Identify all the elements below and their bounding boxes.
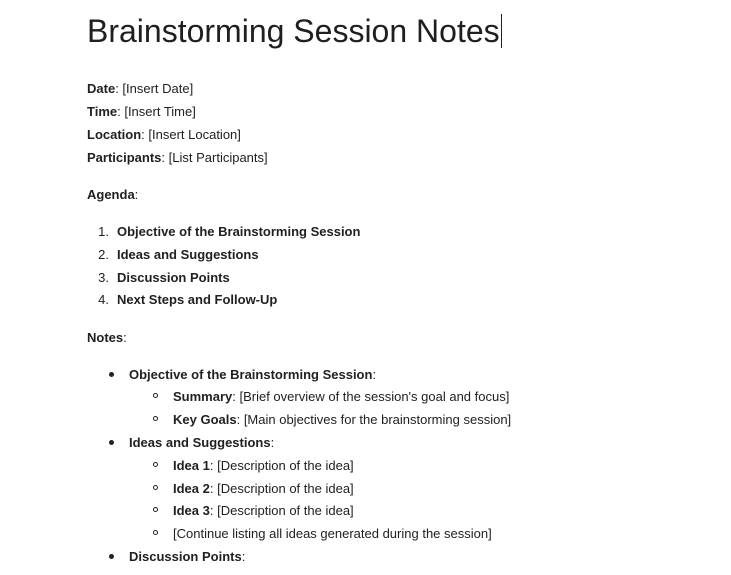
notes-section-title[interactable]: Discussion Points:: [129, 549, 246, 564]
agenda-item[interactable]: 2. Ideas and Suggestions: [98, 247, 259, 262]
bullet-disc-icon: [109, 440, 114, 445]
bullet-circle-icon: [153, 507, 158, 512]
notes-item[interactable]: Idea 1: [Description of the idea]: [173, 458, 354, 473]
meta-value: : [Insert Location]: [141, 127, 241, 142]
notes-section-title[interactable]: Ideas and Suggestions:: [129, 435, 275, 450]
agenda-item[interactable]: 1. Objective of the Brainstorming Session: [98, 224, 361, 239]
meta-date[interactable]: [87, 80, 193, 98]
notes-item[interactable]: [Continue listing all ideas generated during the session]: [173, 526, 492, 541]
bullet-circle-icon: [153, 416, 158, 421]
bullet-circle-icon: [153, 485, 158, 490]
bullet-disc-icon: [109, 372, 114, 377]
meta-participants[interactable]: [87, 149, 268, 167]
document-page[interactable]: [87, 0, 731, 575]
meta-value: : [Insert Time]: [117, 104, 196, 119]
meta-value: : [Insert Date]: [115, 81, 194, 96]
notes-section-title[interactable]: Objective of the Brainstorming Session:: [129, 367, 377, 382]
notes-item[interactable]: Idea 3: [Description of the idea]: [173, 503, 354, 518]
meta-label: Date: [87, 81, 116, 96]
notes-item[interactable]: Key Goals: [Main objectives for the brainstorming session]: [173, 412, 512, 427]
meta-label: Time: [87, 104, 118, 119]
agenda-item[interactable]: 3. Discussion Points: [98, 270, 230, 285]
bullet-disc-icon: [109, 554, 114, 559]
document-title[interactable]: Brainstorming Session Notes: [87, 13, 500, 49]
bullet-circle-icon: [153, 530, 158, 535]
notes-heading[interactable]: Notes:: [87, 330, 127, 345]
bullet-circle-icon: [153, 393, 158, 398]
meta-value: : [List Participants]: [161, 150, 268, 165]
agenda-heading[interactable]: Agenda:: [87, 187, 139, 202]
meta-time[interactable]: [87, 103, 196, 121]
text-cursor: [501, 14, 502, 48]
notes-item[interactable]: Idea 2: [Description of the idea]: [173, 481, 354, 496]
notes-item[interactable]: Summary: [Brief overview of the session's goal and focus]: [173, 389, 510, 404]
meta-label: Participants: [87, 150, 162, 165]
agenda-item[interactable]: 4. Next Steps and Follow-Up: [98, 292, 278, 307]
meta-location[interactable]: [87, 126, 241, 144]
bullet-circle-icon: [153, 462, 158, 467]
meta-label: Location: [87, 127, 142, 142]
